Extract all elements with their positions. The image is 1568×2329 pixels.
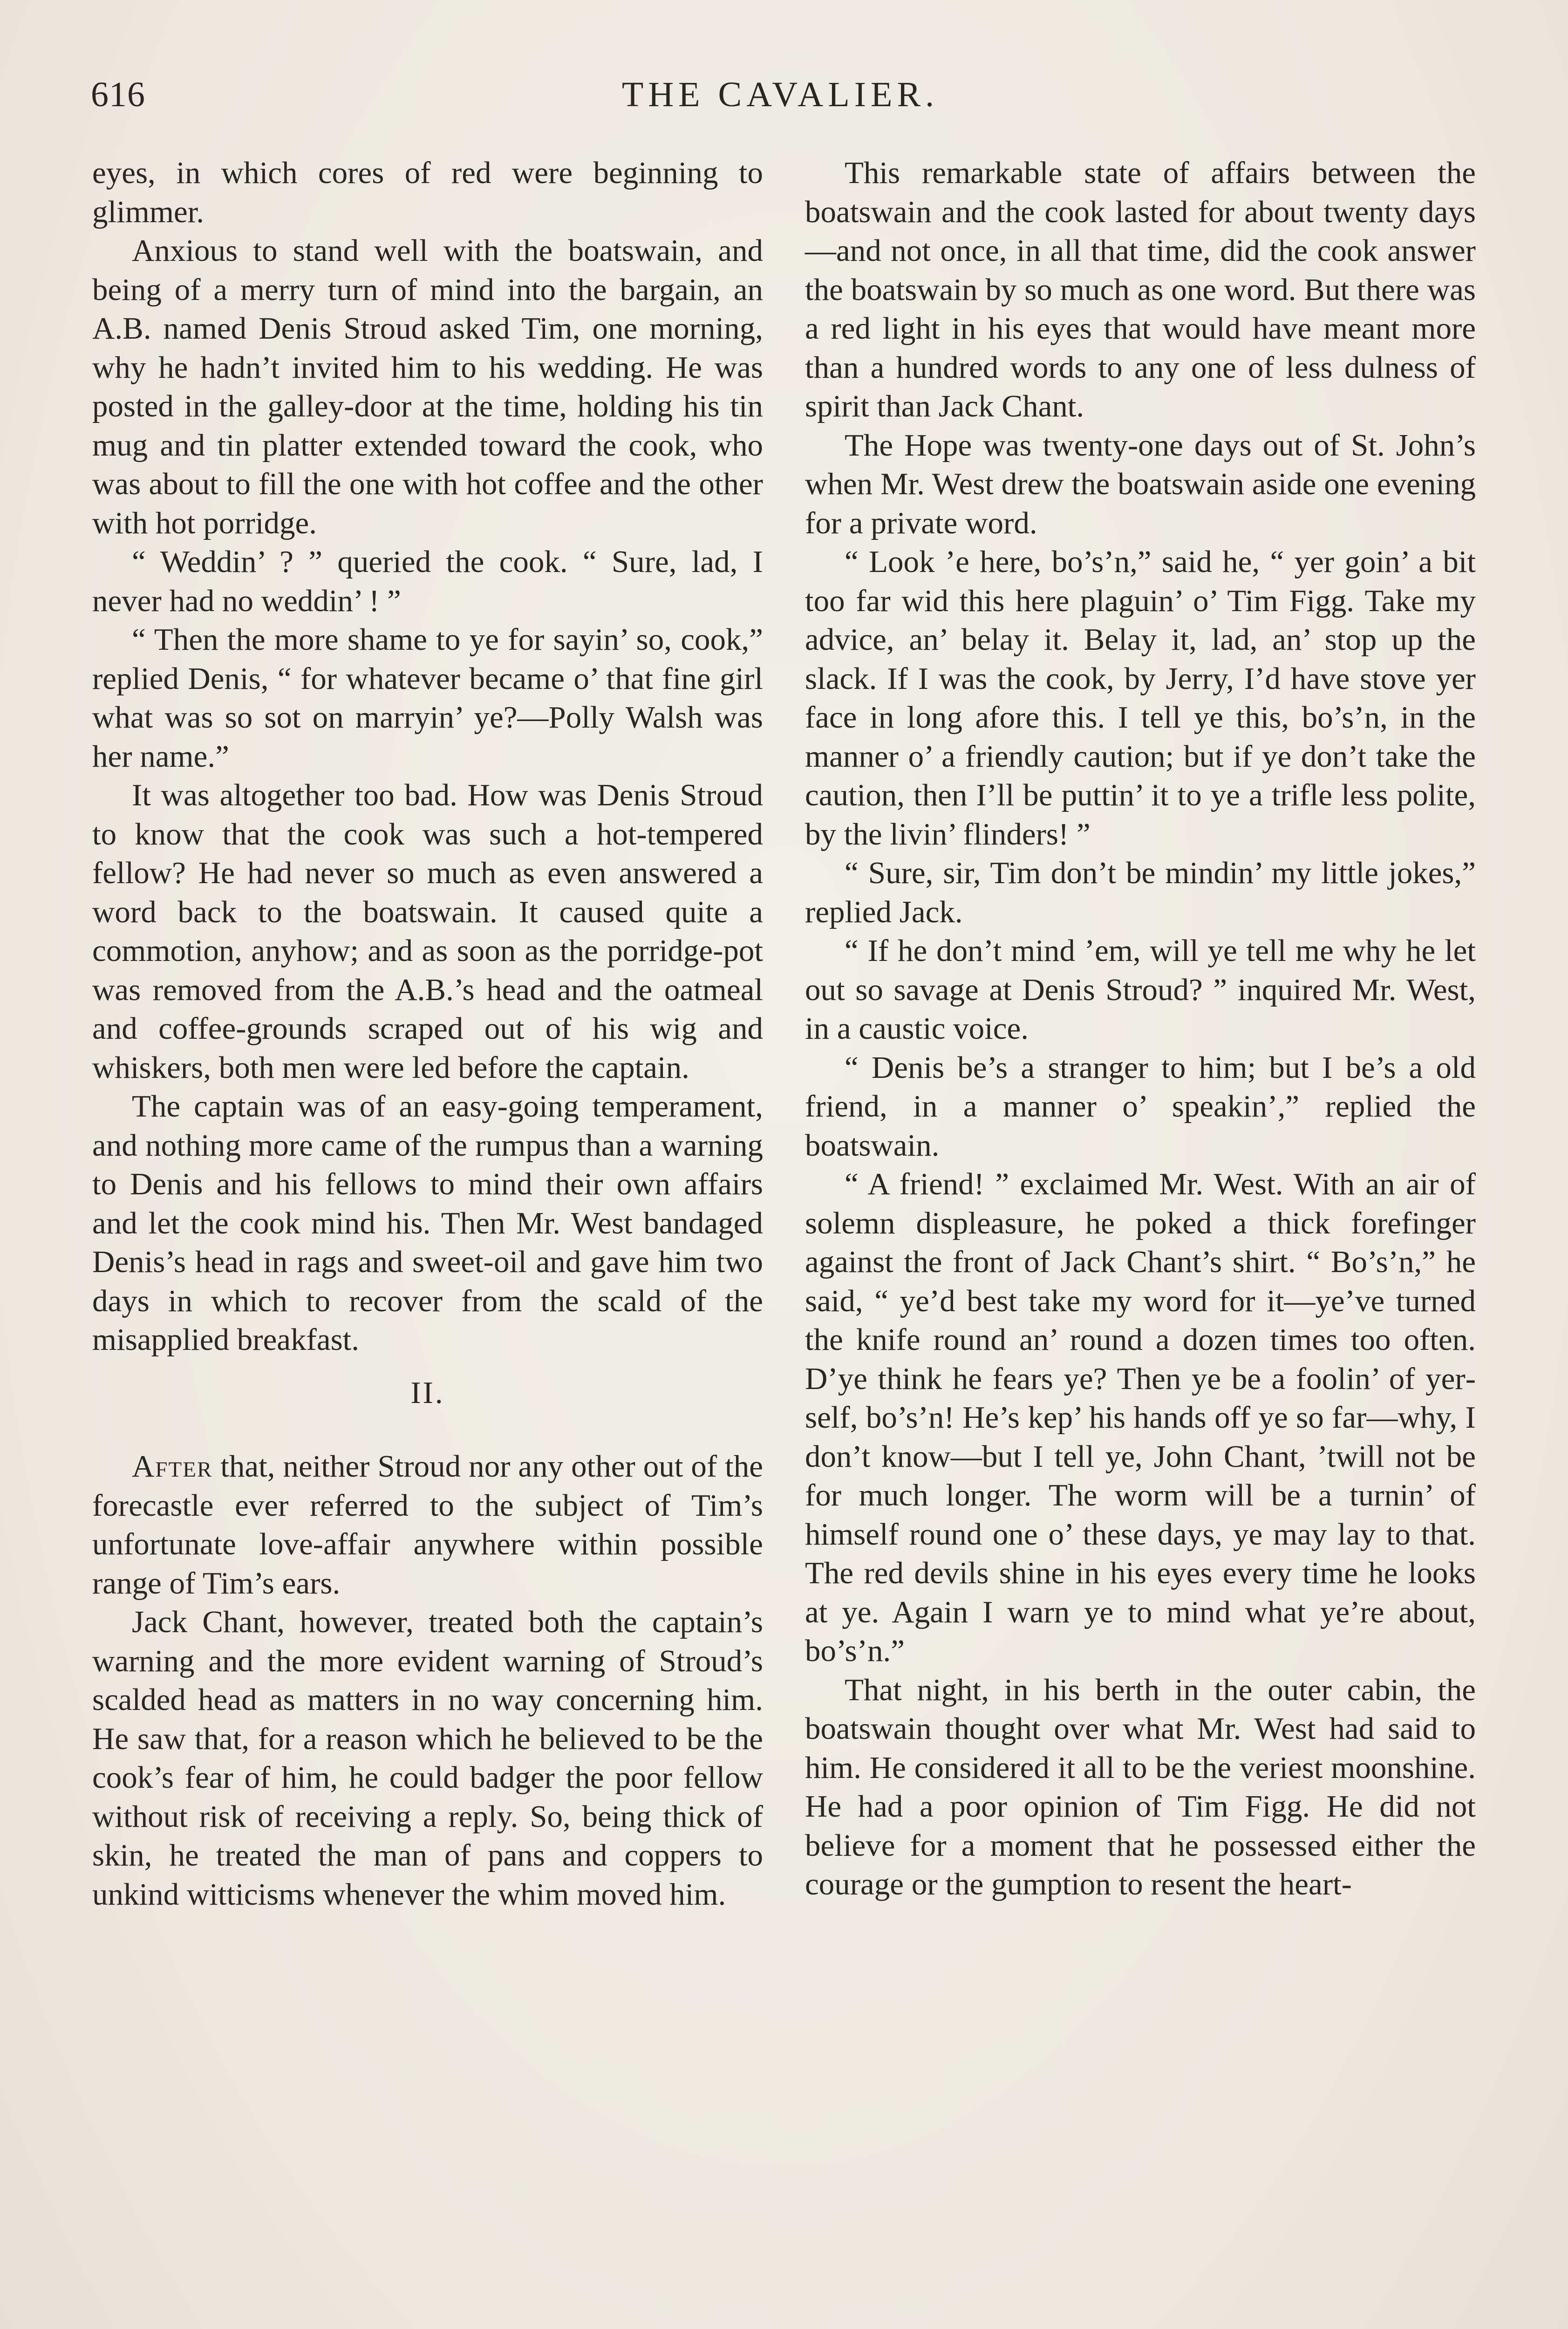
section-first-word: After bbox=[132, 1449, 213, 1484]
page-number: 616 bbox=[91, 75, 145, 114]
right-column bbox=[805, 154, 1476, 1904]
paragraph: The captain was of an easy-going temperament, and nothing more came of the rumpus than a warning to Denis and his fellows to mind their own affairs and let the cook mind his. Then Mr. West bandaged Denis’s head in rags and sweet-oil and gave him two days in which to recover from the scald of the misapplied breakfast. bbox=[92, 1089, 763, 1357]
section-heading: II. bbox=[410, 1375, 445, 1410]
paragraph: “ Weddin’ ? ” queried the cook. “ Sure, lad, I never had no weddin’ ! ” bbox=[92, 545, 763, 618]
left-column bbox=[92, 154, 763, 1914]
paragraph: “ If he don’t mind ’em, will ye tell me why he let out so savage at Denis Stroud? ” inquired Mr. West, in a caustic voice. bbox=[805, 933, 1476, 1046]
paragraph: Anxious to stand well with the boatswain, and being of a merry turn of mind into the bargain, an A.B. named Denis Stroud asked Tim, one morning, why he hadn’t invited him to his wedding. He was posted in the galley-door at the time, holding his tin mug and tin platter extended toward the cook, who was about to fill the one with hot coffee and the other with hot porridge. bbox=[92, 233, 763, 540]
paragraph: “ Look ’e here, bo’s’n,” said he, “ yer goin’ a bit too far wid this here plaguin’ o’ Tim Figg. Take my advice, an’ belay it. Belay it, lad, an’ stop up the slack. If I was the cook, by Jerry, I’d have stove yer face in long afore this. I tell ye this, bo’s’n, in the manner o’ a friendly caution; but if ye don’t take the caution, then I’ll be puttin’ it to ye a trifle less polite, by the livin’ flinders! ” bbox=[805, 545, 1476, 851]
paragraph: “ A friend! ” exclaimed Mr. West. With an air of solemn displeasure, he poked a thick forefinger against the front of Jack Chant’s shirt. “ Bo’s’n,” he said, “ ye’d best take my word for it—ye’ve turned the knife round an’ round a dozen times too often. D’ye think he fears ye? Then ye be a foolin’ of yerself, bo’s’n! He’s kep’ his hands off ye so far—why, I don’t know—but I tell ye, John Chant, ’twill not be for much longer. The worm will be a turnin’ of himself round one o’ these days, ye may lay to that. The red devils shine in his eyes every time he looks at ye. Again I warn ye to mind what ye’re about, bo’s’n.” bbox=[805, 1167, 1476, 1668]
section-first-paragraph-text: that, neither Stroud nor any other out of the forecastle ever referred to the subject of Tim’s unfortunate love-affair anywhere within possible range of Tim’s ears. bbox=[92, 1449, 763, 1600]
paragraph: eyes, in which cores of red were beginning to glimmer. bbox=[92, 156, 763, 229]
paragraph: The Hope was twenty-one days out of St. John’s when Mr. West drew the boatswain aside one evening for a private word. bbox=[805, 428, 1476, 540]
paragraph: It was altogether too bad. How was Denis Stroud to know that the cook was such a hot-tempered fellow? He had never so much as even answered a word back to the boatswain. It caused quite a commotion, anyhow; and as soon as the porridge-pot was removed from the A.B.’s head and the oatmeal and coffee-grounds scraped out of his wig and whiskers, both men were led before the captain. bbox=[92, 778, 763, 1085]
paragraph: “ Denis be’s a stranger to him; but I be’s a old friend, in a manner o’ speakin’,” replied the boatswain. bbox=[805, 1050, 1476, 1163]
paragraph: “ Sure, sir, Tim don’t be mindin’ my little jokes,” replied Jack. bbox=[805, 856, 1476, 929]
paragraph: “ Then the more shame to ye for sayin’ so, cook,” replied Denis, “ for whatever became o’ that fine girl what was so sot on marryin’ ye?—Polly Walsh was her name.” bbox=[92, 622, 763, 774]
paragraph: That night, in his berth in the outer cabin, the boatswain thought over what Mr. West had said to him. He considered it all to be the veriest moonshine. He had a poor opinion of Tim Figg. He did not believe for a moment that he possessed either the courage or the gumption to resent the heart- bbox=[805, 1672, 1476, 1901]
section-first-paragraph bbox=[92, 1447, 763, 1603]
page-header bbox=[91, 75, 1470, 126]
paragraph: This remarkable state of affairs between the boatswain and the cook lasted for about twenty days—and not once, in all that time, did the cook answer the boatswain by so much as one word. But there was a red light in his eyes that would have meant more than a hundred words to any one of less dulness of spirit than Jack Chant. bbox=[805, 156, 1476, 423]
paragraph: Jack Chant, however, treated both the captain’s warning and the more evident warning of Stroud’s scalded head as matters in no way concerning him. He saw that, for a reason which he believed to be the cook’s fear of him, he could badger the poor fellow without risk of receiving a reply. So, being thick of skin, he treated the man of pans and coppers to unkind witticisms whenever the whim moved him. bbox=[92, 1605, 763, 1912]
running-title: THE CAVALIER. bbox=[621, 75, 939, 114]
